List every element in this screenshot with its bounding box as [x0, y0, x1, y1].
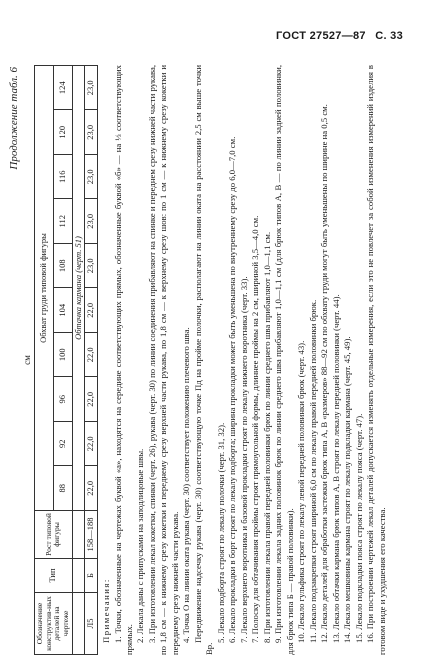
row-height: 158—188 — [85, 511, 98, 559]
table-caption: Продолжение табл. 6 — [8, 67, 20, 170]
unit-label: см — [22, 355, 32, 365]
row-value: 23,0 — [85, 155, 98, 200]
notes-block — [101, 65, 388, 655]
col-header-chest-group: Обхват груди типовой фигуры — [35, 66, 54, 511]
size-header: 100 — [53, 333, 72, 378]
row-value: 22,0 — [85, 333, 98, 378]
section-heading: Обтачка кармана (черт. 51) — [72, 66, 85, 511]
note-item: 11. Лекало подзакрепки строят шириной 6,0 см по лекалу правой передней половинки брюк. — [307, 299, 318, 643]
col-header-code: Обозначение конструктив-ных деталей на чертеже — [35, 593, 73, 655]
note-item: 16. При построении чертежей лекал деталей допускается изменять отдельные измерения, если это не повлечет за собой изменения измерений изделия в готовом виде и ухудшения его качества. — [365, 65, 387, 655]
size-table — [34, 65, 98, 655]
note-item: 5. Лекало подборта строят по лекалу полочки (черт. 31, 32). — [215, 422, 226, 643]
notes-title: Примечания: — [101, 578, 112, 643]
note-item: 3. При изготовлении лекал кокетки, спинки (черт. 26), рукава (черт. 30) по линии соединения прибавляют на спинке и переднем срезу нижней части рукава, по 1,8 см — к нижнему срезу кокетки и переднему срезу верхней части рукава, по 1,8 см — к верхнему срезу шов: по 1 см — к нижнему срезу кокетки и переднему срезу нижней части рукава. — [146, 65, 180, 655]
row-value: 23,0 — [85, 244, 98, 289]
size-header: 120 — [53, 110, 72, 155]
note-item: 6. Лекало прокладки в борт строят по лекалу подборта; ширина прокладки может быть уменьшена по внутреннему срезу до 6,0—7,0 см. — [227, 136, 238, 643]
note-item: 10. Лекало гульфика строят по лекалу левой передней половинки брюк (черт. 43). — [296, 340, 307, 643]
note-item: 13. Лекало обтачки кармана брюк типов А, В строят по лекалу передней половинки (черт. 44). — [330, 294, 341, 643]
gost-number: ГОСТ 27527—87 — [276, 30, 366, 42]
col-header-height: Рост типовой фигуры — [35, 511, 73, 559]
row-code: Л5 — [85, 593, 98, 655]
note-item: 1. Точки, обозначенные на чертежах буквой «а», находятся на середине соответствующих прямых, обозначенные буквой «б» — на ⅓ соответствующих прямых. — [112, 65, 134, 655]
row-value: 23,0 — [85, 110, 98, 155]
note-item: 15. Лекало подкладки пояса строят по лекалу пояса (черт. 47). — [353, 413, 364, 643]
row-value: 22,0 — [85, 377, 98, 422]
size-header: 124 — [53, 66, 72, 111]
row-value: 23,0 — [85, 199, 98, 244]
note-item: 14. Лекало мешковины кармана строят по лекалу подкладки кармана (черт. 45, 49). — [342, 336, 353, 643]
size-header: 92 — [53, 422, 72, 467]
page-header — [270, 30, 403, 42]
note-item: 8. При изготовлении лекала правой передней половинки брюк по линии среднего шва прибавляют 1,0—1,1 см. — [261, 231, 272, 643]
row-type: Б — [85, 559, 98, 593]
row-value: 22,0 — [85, 422, 98, 467]
size-header: 88 — [53, 466, 72, 511]
size-header: 116 — [53, 155, 72, 200]
table-row — [85, 66, 98, 655]
note-item: 2. Лекала даны с припусками на заподлицовые швы. — [135, 448, 146, 643]
row-value: 22,0 — [85, 288, 98, 333]
rotated-content-frame — [0, 60, 425, 660]
col-header-type: Тип — [35, 559, 73, 593]
rotated-content — [8, 65, 418, 655]
size-header: 104 — [53, 288, 72, 333]
row-value: 23,0 — [85, 66, 98, 111]
note-item: 7. Лекало верхнего воротника и базовой прокладки строят по лекалу нижнего воротника (черт. 33). — [238, 276, 249, 643]
note-item: 12. Лекало деталей для обработки застежки брюк типа А, В «размеров» 88—92 см по обхвату груди могут быть уменьшены по ширине на 0,5 см. — [319, 104, 330, 643]
page-number: С. 33 — [375, 30, 403, 42]
size-header: 108 — [53, 244, 72, 289]
note-item: 7. Полоску для обтачивания проймы строят прямоугольной формы, длиннее проймы на 2 см, шириной 3,5—4,0 см. — [250, 215, 261, 643]
note-item: 4. Точка О на линии оката рукава (черт. 30) соответствует положению плечевого шва. — [181, 327, 192, 643]
size-header: 96 — [53, 377, 72, 422]
note-item: Передвижение надсечку рукава (черт. 30) соответствующую точке Пд на пройме полочки, располагают на линии оката на расстоянии 2,5 см выше точки Вр. — [192, 65, 215, 655]
note-item: 9. При изготовлении лекала задних половинок брюк по линии среднего шва прибавляют 1,0—1,1 см (для брюк типов А, В — по линии задней половинки, для брюк типа Б — правой половинки). — [273, 65, 295, 655]
row-value: 22,0 — [85, 466, 98, 511]
size-header: 112 — [53, 199, 72, 244]
